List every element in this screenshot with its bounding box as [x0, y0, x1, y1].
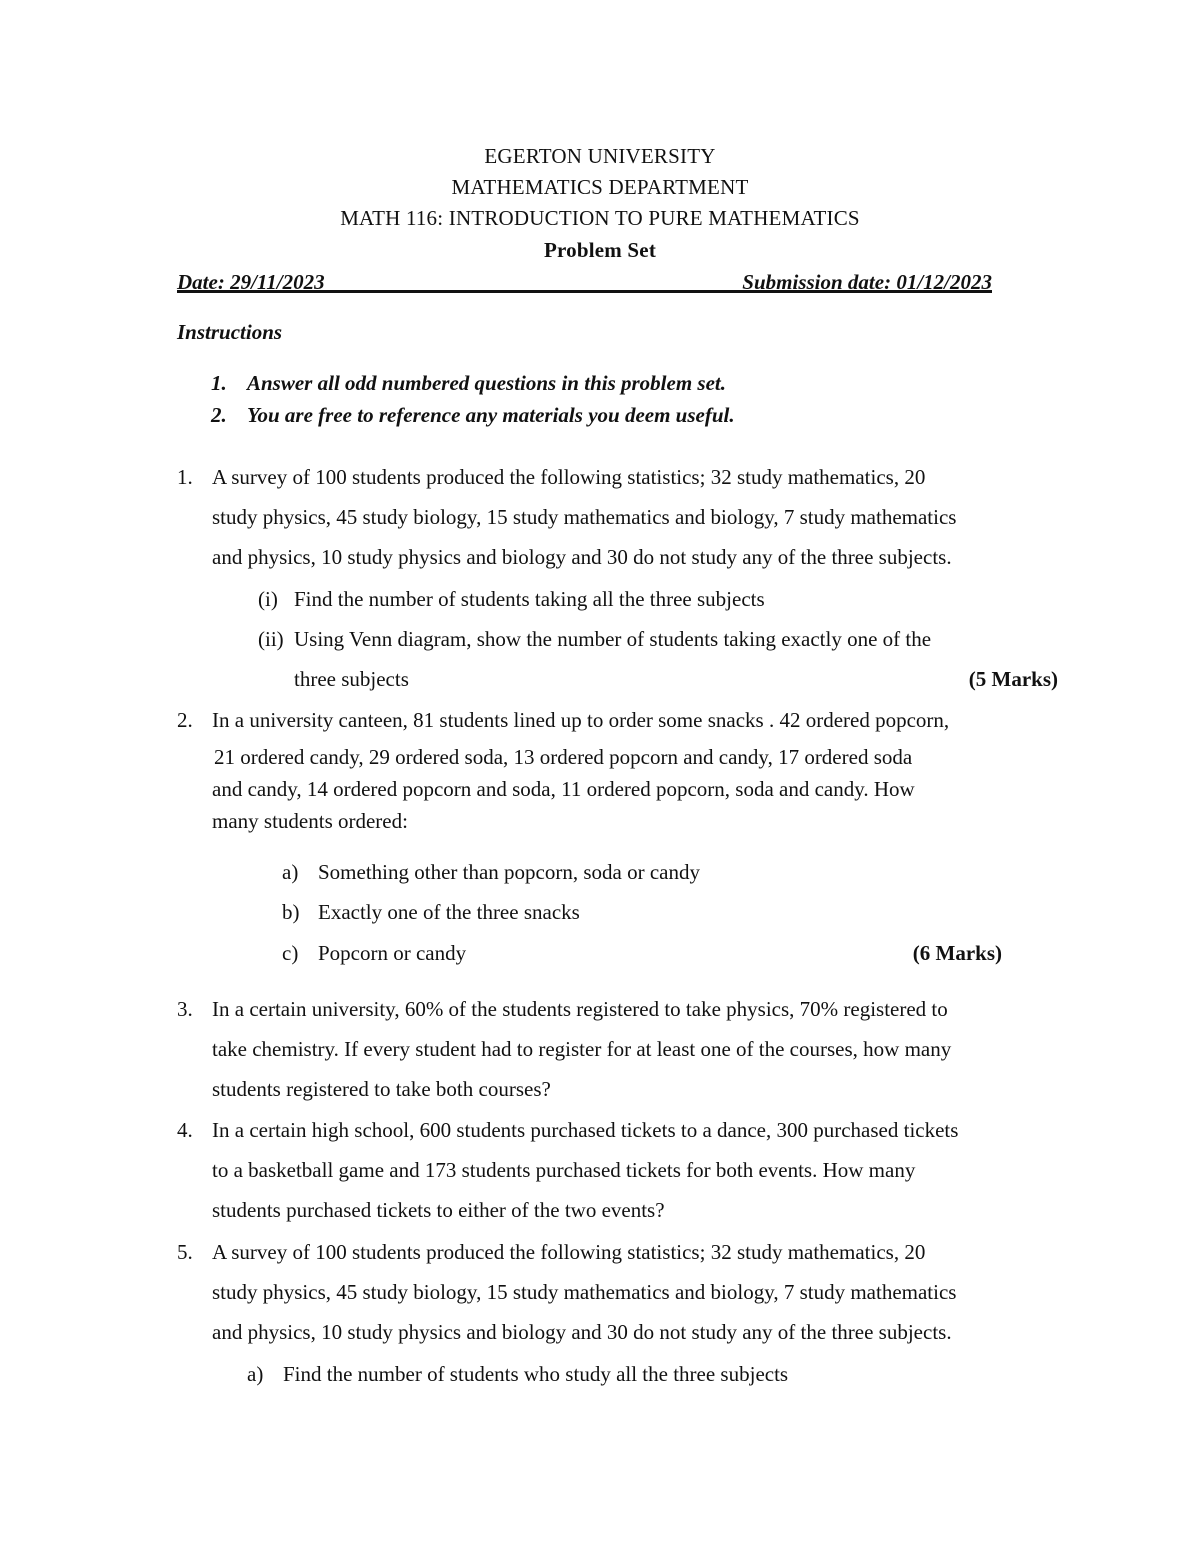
question-text-line: study physics, 45 study biology, 15 study mathematics and biology, 7 study mathematics [212, 1280, 957, 1304]
question-text-line: study physics, 45 study biology, 15 study mathematics and biology, 7 study mathematics [212, 505, 957, 529]
question-text-line: In a university canteen, 81 students lined up to order some snacks . 42 ordered popcorn, [212, 708, 950, 732]
question-text-line: In a certain university, 60% of the students registered to take physics, 70% registered to [212, 997, 948, 1021]
marks-label: (5 Marks) [968, 667, 1058, 691]
question-text-line: A survey of 100 students produced the following statistics; 32 study mathematics, 20 [212, 465, 926, 489]
subpart-label: a) [247, 1362, 264, 1386]
question-number: 3. [177, 997, 193, 1021]
question-text-line: take chemistry. If every student had to register for at least one of the courses, how many [212, 1037, 952, 1061]
subpart-label: c) [282, 941, 299, 965]
university-name: EGERTON UNIVERSITY [484, 144, 716, 168]
instruction-item: Answer all odd numbered questions in this problem set. [247, 371, 727, 395]
question-number: 4. [177, 1118, 193, 1142]
question-text-line: and candy, 14 ordered popcorn and soda, 11 ordered popcorn, soda and candy. How [212, 777, 915, 801]
subpart-text: Something other than popcorn, soda or candy [318, 860, 700, 884]
instructions-title: Instructions [177, 320, 283, 344]
subpart-label: (i) [258, 587, 278, 611]
question-number: 5. [177, 1240, 193, 1264]
marks-label: (6 Marks) [912, 941, 1002, 965]
question-text-line: 21 ordered candy, 29 ordered soda, 13 ordered popcorn and candy, 17 ordered soda [214, 745, 913, 769]
subpart-text: Find the number of students taking all the three subjects [294, 587, 765, 611]
submission-date: Submission date: 01/12/2023 [742, 270, 992, 294]
instruction-item: You are free to reference any materials you deem useful. [247, 403, 735, 427]
subpart-text: Using Venn diagram, show the number of students taking exactly one of the [294, 627, 932, 651]
subpart-label: (ii) [258, 627, 284, 651]
header-divider [177, 290, 992, 293]
subpart-text: Popcorn or candy [318, 941, 467, 965]
issue-date: Date: 29/11/2023 [177, 270, 325, 294]
instruction-number: 2. [211, 403, 227, 427]
subpart-label: b) [282, 900, 300, 924]
question-number: 2. [177, 708, 193, 732]
subpart-text: Find the number of students who study all the three subjects [283, 1362, 789, 1386]
question-text-line: and physics, 10 study physics and biology and 30 do not study any of the three subjects. [212, 545, 952, 569]
question-text-line: many students ordered: [212, 809, 408, 833]
department-name: MATHEMATICS DEPARTMENT [451, 175, 749, 199]
question-text-line: students registered to take both courses? [212, 1077, 551, 1101]
question-text-line: A survey of 100 students produced the following statistics; 32 study mathematics, 20 [212, 1240, 926, 1264]
subpart-label: a) [282, 860, 299, 884]
subpart-text: three subjects [294, 667, 409, 691]
question-number: 1. [177, 465, 193, 489]
question-text-line: In a certain high school, 600 students purchased tickets to a dance, 300 purchased tickets [212, 1118, 959, 1142]
document-type: Problem Set [543, 238, 657, 262]
course-title: MATH 116: INTRODUCTION TO PURE MATHEMATICS [340, 206, 860, 230]
instruction-number: 1. [211, 371, 227, 395]
subpart-text: Exactly one of the three snacks [318, 900, 580, 924]
question-text-line: students purchased tickets to either of the two events? [212, 1198, 665, 1222]
question-text-line: to a basketball game and 173 students purchased tickets for both events. How many [212, 1158, 916, 1182]
question-text-line: and physics, 10 study physics and biology and 30 do not study any of the three subjects. [212, 1320, 952, 1344]
